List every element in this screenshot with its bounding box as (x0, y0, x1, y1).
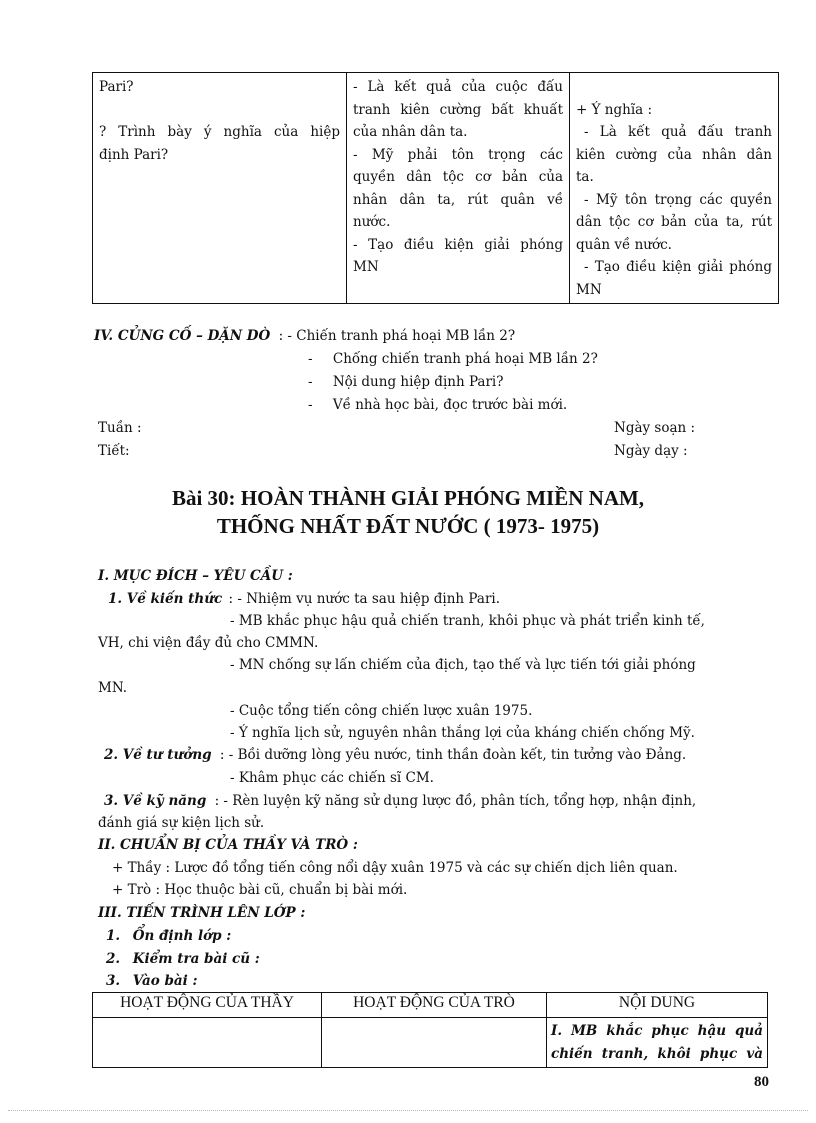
consolidation-block (94, 328, 515, 344)
lesson-title-line2: THỐNG NHẤT ĐẤT NƯỚC ( 1973- 1975) (216, 514, 600, 538)
knowledge-line: - MB khắc phục hậu quả chiến tranh, khôi phục và phát triển kinh tế, (230, 613, 705, 629)
top-col3-line: quân về nước. (576, 236, 672, 253)
consolidation-heading: IV. CỦNG CỐ – DẶN DÒ (94, 328, 271, 344)
knowledge-line: - Ý nghĩa lịch sử, nguyên nhân thắng lợi của kháng chiến chống Mỹ. (230, 725, 695, 741)
activity-table (92, 992, 768, 1068)
content-line: chiến tranh, khôi phục và (551, 1045, 763, 1062)
content-cell (547, 1018, 768, 1068)
skill-line: : - Rèn luyện kỹ năng sử dụng lược đồ, phân tích, tổng hợp, nhận định, (214, 793, 697, 809)
procedure-step-text: Vào bài : (132, 973, 198, 989)
top-col2-line: tranh kiên cường bất khuất (353, 101, 563, 118)
teacher-activity-cell (93, 1018, 322, 1068)
top-col2-line: MN (353, 259, 379, 275)
procedure-step (106, 973, 197, 989)
skill-line: đánh giá sự kiện lịch sử. (98, 815, 265, 831)
preparation-heading: II. CHUẨN BỊ CỦA THẦY VÀ TRÒ : (98, 837, 358, 853)
top-table-col-student (347, 73, 570, 304)
top-col3-line: ta. (576, 169, 594, 185)
list-dash: - (308, 374, 313, 390)
knowledge-line: VH, chi viện đầy đủ cho CMMN. (98, 635, 319, 651)
knowledge-line: : - Nhiệm vụ nước ta sau hiệp định Pari. (228, 591, 501, 607)
top-col3-line: kiên cường của nhân dân (576, 146, 772, 163)
top-col1-line (99, 99, 340, 122)
top-col2-line: nước. (353, 214, 391, 230)
consolidation-item-text: Chống chiến tranh phá hoại MB lần 2? (332, 351, 598, 367)
preparation-student: + Trò : Học thuộc bài cũ, chuẩn bị bài mới. (112, 882, 408, 898)
week-label: Tuần : (98, 420, 142, 436)
thought-line: - Khâm phục các chiến sĩ CM. (230, 770, 434, 786)
top-col3-line: - Mỹ tôn trọng các quyền (584, 191, 772, 208)
top-col3-line: - Tạo điều kiện giải phóng (584, 259, 772, 275)
procedure-step-num: 1. (106, 928, 121, 944)
top-table (92, 72, 779, 304)
page-divider (8, 1110, 808, 1111)
top-col3-line: - Là kết quả đấu tranh (584, 124, 772, 140)
top-col3-line: MN (576, 281, 602, 298)
procedure-step-text: Kiểm tra bài cũ : (132, 951, 260, 967)
top-table-col-teacher (93, 73, 347, 304)
top-col2-line: - Là kết quả của cuộc đấu (353, 79, 563, 95)
list-dash: - (308, 397, 313, 413)
list-dash: - (308, 351, 313, 367)
procedure-step (106, 928, 231, 944)
lesson-title-line1: Bài 30: HOÀN THÀNH GIẢI PHÓNG MIỀN NAM, (171, 486, 645, 510)
thought-line: : - Bồi dưỡng lòng yêu nước, tinh thần đoàn kết, tin tưởng vào Đảng. (219, 747, 687, 763)
top-col2-line: quyền dân tộc cơ bản của (353, 169, 563, 185)
knowledge-row (108, 591, 500, 607)
preparation-teacher: + Thầy : Lược đồ tổng tiến công nổi dậy xuân 1975 và các sự chiến dịch liên quan. (112, 860, 678, 876)
consolidation-item-text: Nội dung hiệp định Pari? (332, 374, 504, 390)
top-col3-line: + Ý nghĩa : (576, 101, 653, 118)
top-col2-line: - Tạo điều kiện giải phóng (353, 236, 563, 253)
top-col3-line (576, 76, 772, 99)
procedure-heading: III. TIẾN TRÌNH LÊN LỚP : (98, 905, 306, 921)
objectives-heading: I. MỤC ĐÍCH – YÊU CẦU : (98, 568, 293, 584)
thought-row (104, 747, 686, 763)
page-number: 80 (754, 1074, 769, 1090)
knowledge-line: - MN chống sự lấn chiếm của địch, tạo thế và lực tiến tới giải phóng (230, 657, 696, 673)
consolidation-first-item: : - Chiến tranh phá hoại MB lần 2? (278, 328, 516, 344)
content-line: I. MB khắc phục hậu quả (551, 1023, 763, 1039)
header-student-activity: HOẠT ĐỘNG CỦA TRÒ (322, 993, 547, 1018)
top-col2-line: - Mỹ phải tôn trọng các (353, 146, 563, 163)
top-col2-line: của nhân dân ta. (353, 124, 468, 140)
knowledge-line: MN. (98, 680, 128, 696)
consolidation-item (308, 374, 503, 390)
prep-date-label: Ngày soạn : (614, 420, 696, 436)
teach-date-label: Ngày dạy : (614, 443, 688, 459)
header-content: NỘI DUNG (547, 993, 768, 1018)
knowledge-label: 1. Về kiến thức (108, 591, 223, 607)
procedure-step-num: 2. (106, 951, 121, 967)
skill-row (104, 793, 696, 809)
top-col1-line: Pari? (99, 79, 134, 95)
header-teacher-activity: HOẠT ĐỘNG CỦA THẦY (93, 993, 322, 1018)
knowledge-line: - Cuộc tổng tiến công chiến lược xuân 1975. (230, 703, 533, 719)
top-col1-line: định Pari? (99, 146, 169, 163)
consolidation-item-text: Về nhà học bài, đọc trước bài mới. (332, 397, 568, 413)
procedure-step-text: Ổn định lớp : (132, 928, 232, 944)
thought-label: 2. Về tư tưởng (104, 747, 212, 763)
skill-label: 3. Về kỹ năng (104, 793, 207, 809)
procedure-step (106, 951, 260, 967)
consolidation-item (308, 351, 598, 367)
procedure-step-num: 3. (106, 973, 121, 989)
consolidation-item (308, 397, 567, 413)
top-col1-line: ? Trình bày ý nghĩa của hiệp (99, 124, 340, 140)
top-table-col-content (570, 73, 779, 304)
period-label: Tiết: (98, 443, 130, 459)
student-activity-cell (322, 1018, 547, 1068)
top-col3-line: dân tộc cơ bản của ta, rút (576, 214, 772, 230)
top-col2-line: nhân dân ta, rút quân về (353, 191, 563, 208)
